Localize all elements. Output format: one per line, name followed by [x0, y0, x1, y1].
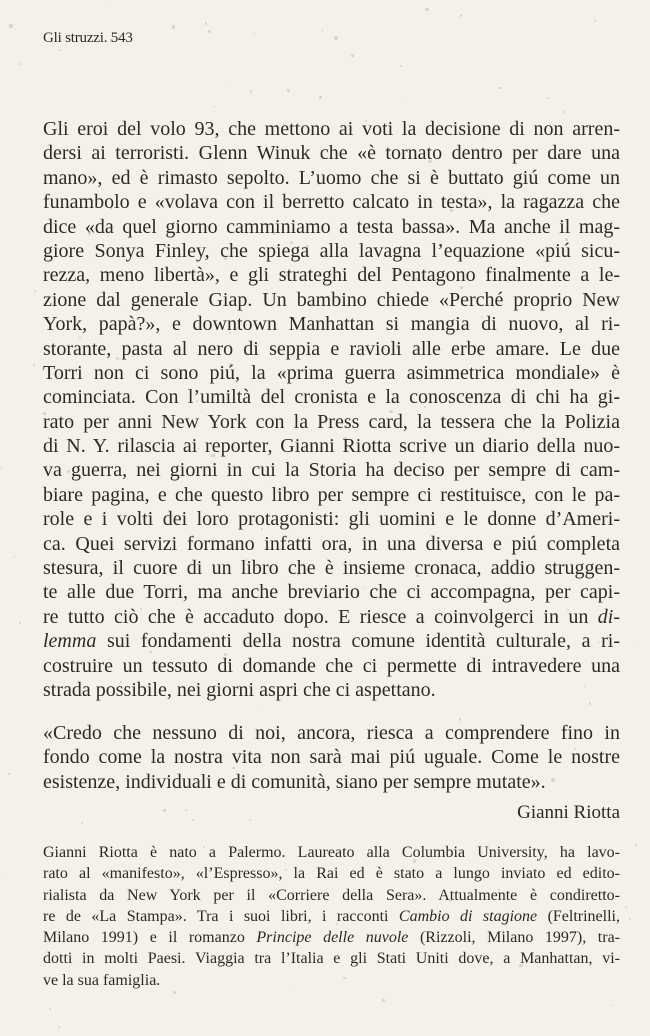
text-line: [43, 263, 620, 287]
paper-speck: [58, 1026, 60, 1028]
italic-text: di-: [597, 605, 620, 628]
text-line: [43, 970, 620, 991]
paper-speck: [498, 87, 501, 90]
paper-speck: [625, 906, 628, 909]
paper-speck: [33, 364, 35, 366]
text-segment: funambolo e «volava con il berretto calcato in testa», la ragazza che: [43, 191, 620, 214]
text-segment: storante, pasta al nero di seppia e ravioli alle erbe amare. Le due: [43, 337, 620, 360]
text-segment: Milano 1991) e il romanzo: [43, 929, 257, 947]
paper-speck: [594, 20, 596, 22]
text-segment: Gianni Riotta è nato a Palermo. Laureato alla Columbia University, ha lavo-: [43, 844, 620, 861]
text-segment: Gli eroi del volo 93, che mettono ai voti la decisione di non arren-: [43, 118, 620, 140]
text-segment: dotti in molti Paesi. Viaggia tra l’Italia e gli Stati Uniti dove, a Manhattan, vi-: [43, 950, 620, 968]
text-line: [43, 654, 620, 678]
paper-speck: [589, 702, 591, 704]
paper-speck: [14, 556, 15, 557]
text-line: [43, 190, 620, 214]
text-line: [43, 745, 620, 769]
text-segment: sui fondamenti della nostra comune identità culturale, a ri-: [96, 630, 620, 653]
running-header: Gli struzzi. 543: [43, 30, 133, 46]
text-line: [43, 434, 620, 458]
text-line: [43, 239, 620, 263]
paper-speck: [460, 14, 463, 17]
paper-speck: [322, 30, 323, 31]
text-segment: zione dal generale Giap. Un bambino chiede «Perché proprio New: [43, 288, 620, 311]
text-line: [43, 770, 620, 794]
text-segment: (Feltrinelli,: [537, 907, 620, 925]
text-line: [43, 410, 620, 434]
text-segment: va guerra, nei giorni in cui la Storia ha deciso per sempre di cam-: [43, 459, 620, 482]
text-line: [43, 215, 620, 239]
paper-speck: [319, 96, 322, 99]
paper-speck: [172, 25, 175, 28]
text-line: [43, 948, 620, 969]
paper-speck: [400, 65, 402, 67]
paper-speck: [629, 918, 631, 920]
text-line: [43, 556, 620, 580]
paper-speck: [163, 809, 165, 811]
paper-speck: [49, 1008, 51, 1010]
paper-speck: [382, 999, 385, 1002]
text-line: [43, 906, 620, 927]
paper-speck: [34, 290, 36, 292]
text-segment: re tutto ciò che è accaduto dopo. E riesce a coinvolgerci in un: [43, 605, 598, 628]
paper-speck: [256, 711, 258, 713]
text-segment: esistenze, individuali e di comunità, siano per sempre mutate».: [43, 770, 546, 793]
text-segment: ca. Quei servizi formano infatti ora, in una diversa e piú completa: [43, 532, 620, 555]
italic-text: lemma: [43, 630, 97, 653]
paper-speck: [334, 36, 337, 39]
text-segment: dersi ai terroristi. Glenn Winuk che «è tornato dentro per dare una: [43, 142, 620, 165]
paper-speck: [18, 63, 20, 65]
text-segment: rialista da New York per il «Corriere della Sera». Attualmente è condiretto-: [43, 886, 620, 904]
text-segment: strada possibile, nei giorni aspri che ci aspettano.: [43, 678, 436, 701]
text-segment: cominciata. Con l’umiltà del cronista e la conoscenza di chi ha gi-: [43, 386, 620, 409]
text-segment: re de «La Stampa». Tra i suoi libri, i racconti: [43, 907, 399, 925]
text-line: [43, 117, 620, 141]
text-segment: di N. Y. rilascia ai reporter, Gianni Riotta scrive un diario della nuo-: [43, 435, 620, 458]
text-line: [43, 721, 620, 745]
paper-speck: [547, 97, 549, 99]
paper-speck: [351, 54, 354, 57]
paper-speck: [185, 809, 187, 811]
text-segment: te alle due Torri, ma anche breviario che ci accompagna, per capi-: [43, 581, 620, 604]
text-line: [43, 532, 620, 556]
text-segment: Torri non ci sono piú, la «prima guerra asimmetrica mondiale» è: [43, 361, 620, 384]
text-line: [43, 580, 620, 604]
text-segment: York, papà?», e downtown Manhattan si mangia di nuovo, al ri-: [43, 313, 620, 336]
quote-signature: Gianni Riotta: [517, 802, 620, 823]
text-segment: costruire un tessuto di domande che ci permette di intravedere una: [43, 654, 620, 677]
text-line: [43, 885, 620, 906]
text-segment: rato per anni New York con la Press card, la tessera che la Polizia: [43, 410, 620, 433]
paper-speck: [9, 24, 12, 27]
text-segment: dice «da quel giorno camminiamo a testa bassa». Ma anche il mag-: [43, 215, 620, 238]
text-line: [43, 361, 620, 385]
paper-speck: [425, 8, 428, 11]
paper-speck: [213, 106, 214, 107]
text-segment: (Rizzoli, Milano 1997), tra-: [408, 929, 621, 947]
paper-speck: [254, 33, 256, 35]
text-line: [43, 288, 620, 312]
paper-speck: [563, 111, 565, 113]
paper-speck: [250, 90, 253, 93]
paper-speck: [403, 103, 404, 104]
text-line: [43, 629, 620, 653]
paper-speck: [19, 622, 21, 624]
text-line: [43, 385, 620, 409]
main-paragraph: [43, 117, 620, 702]
italic-text: Principe delle nuvole: [256, 929, 409, 947]
paper-speck: [0, 467, 2, 469]
paper-speck: [59, 49, 61, 51]
text-line: [43, 927, 620, 948]
text-segment: giore Sonya Finley, che spiega alla lavagna l’equazione «piú sicu-: [43, 239, 620, 262]
text-segment: rezza, meno libertà», e gli strateghi del Pentagono finalmente a le-: [43, 264, 620, 287]
paper-speck: [107, 1, 108, 2]
text-line: [43, 605, 620, 629]
paper-speck: [208, 30, 211, 33]
paper-speck: [610, 1005, 611, 1006]
text-segment: ve la sua famiglia.: [43, 971, 161, 989]
text-line: [43, 337, 620, 361]
text-segment: mano», ed è rimasto sepolto. L’uomo che si è buttato giú come un: [43, 166, 620, 189]
text-line: [43, 507, 620, 531]
paper-speck: [229, 85, 230, 86]
author-quote: [43, 721, 620, 794]
paper-speck: [636, 645, 637, 646]
text-segment: stesura, il cuore di un libro che è insieme cronaca, addio struggen-: [43, 557, 620, 580]
text-line: [43, 166, 620, 190]
paper-speck: [8, 773, 9, 774]
text-line: [43, 141, 620, 165]
text-segment: «Credo che nessuno di noi, ancora, riesca a comprendere fino in: [43, 722, 620, 744]
paper-speck: [205, 22, 207, 24]
text-line: [43, 458, 620, 482]
text-line: [43, 842, 620, 863]
paper-speck: [635, 844, 637, 846]
paper-speck: [2, 872, 3, 873]
paper-speck: [81, 822, 83, 824]
paper-speck: [173, 991, 176, 994]
paper-speck: [249, 819, 251, 821]
text-line: [43, 483, 620, 507]
text-segment: fondo come la nostra vita non sarà mai piú uguale. Come le nostre: [43, 746, 620, 769]
text-line: [43, 678, 620, 702]
text-segment: rato al «manifesto», «l’Espresso», la Rai ed è stato a lungo inviato ed edito-: [43, 865, 620, 883]
italic-text: Cambio di stagione: [398, 907, 538, 925]
paper-speck: [287, 89, 290, 92]
text-segment: biare pagina, e che questo libro per sempre ci restituisce, con le pa-: [43, 483, 620, 506]
author-bio: [43, 842, 620, 991]
paper-speck: [192, 819, 194, 821]
text-segment: role e i volti dei loro protagonisti: gli uomini e le donne d’Ameri-: [43, 508, 620, 531]
text-line: [43, 312, 620, 336]
text-line: [43, 863, 620, 884]
